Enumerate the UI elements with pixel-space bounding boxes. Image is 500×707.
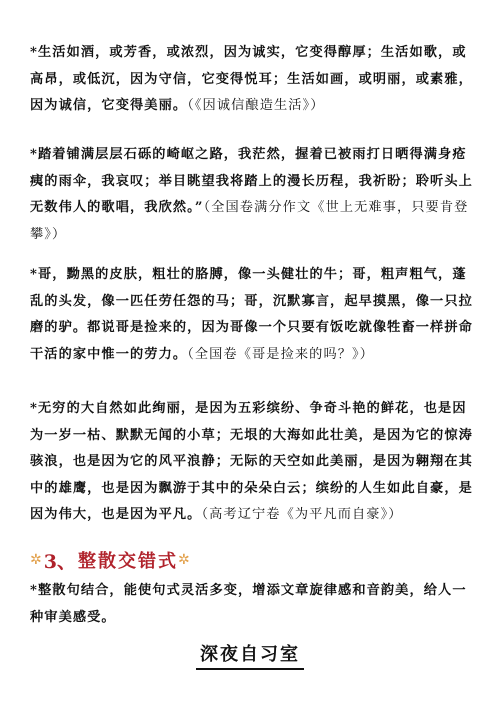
sparkle-icon-right: ✲ xyxy=(177,552,190,568)
paragraph-3-body: *哥，黝黑的皮肤，粗壮的胳膊，像一头健壮的牛；哥，粗声粗气，蓬乱的头发，像一匹任劳任怨的马；哥，沉默寡言，起早摸黑，像一只拉磨的驴。都说哥是捡来的，因为哥像一个只要有饭吃就像牲畜一样拼命干活的家中惟一的劳力。 xyxy=(30,267,473,362)
section-number: 3、 xyxy=(43,550,76,573)
paragraph-2-source: （全国卷满分作文《世上无难事，只要肯登攀》） xyxy=(30,200,469,242)
paragraph-1-source: （《因诚信酿造生活》） xyxy=(187,98,325,113)
paragraph-3-source: （全国卷《哥是捡来的吗？》） xyxy=(187,346,374,362)
paragraph-4 xyxy=(30,396,476,529)
footer-label: 深夜自习室 xyxy=(196,640,304,670)
paragraph-4-body: *无穷的大自然如此绚丽，是因为五彩缤纷、争奇斗艳的鲜花，也是因为一岁一枯、默默无闻的小草；无垠的大海如此壮美，是因为它的惊涛骇浪，也是因为它的风平浪静；无际的天空如此美丽，是因为翱翔在其中的雄鹰，也是因为飘游于其中的朵朵白云；缤纷的人生如此自豪，是因为伟大，也是因为平凡。 xyxy=(30,401,473,522)
paragraph-4-source: （高考辽宁卷《为平凡而自豪》） xyxy=(201,507,403,522)
section-body xyxy=(30,578,476,631)
paragraph-3 xyxy=(30,262,476,368)
paragraph-1-body: *生活如酒，或芳香，或浓烈，因为诚实，它变得醇厚；生活如歌，或高昂，或低沉，因为守信，它变得悦耳；生活如画，或明丽，或素雅，因为诚信，它变得美丽。 xyxy=(30,45,473,113)
footer-watermark xyxy=(0,640,500,670)
paragraph-2 xyxy=(30,142,476,248)
section-heading xyxy=(30,545,190,575)
paragraph-1 xyxy=(30,40,476,120)
sparkle-icon-left: ✲ xyxy=(30,552,42,568)
section-body-text: *整散句结合，能使句式灵活多变，增添文章旋律感和音韵美，给人一种审美感受。 xyxy=(30,583,467,625)
section-title: 整散交错式 xyxy=(77,551,178,572)
paragraph-2-body: *踏着铺满层层石砾的崎岖之路，我茫然，握着已被雨打日晒得满身疮痍的雨伞，我哀叹；举目眺望我将踏上的漫长历程，我祈盼；聆听头上无数伟人的歌唱，我欣然。” xyxy=(30,147,473,215)
